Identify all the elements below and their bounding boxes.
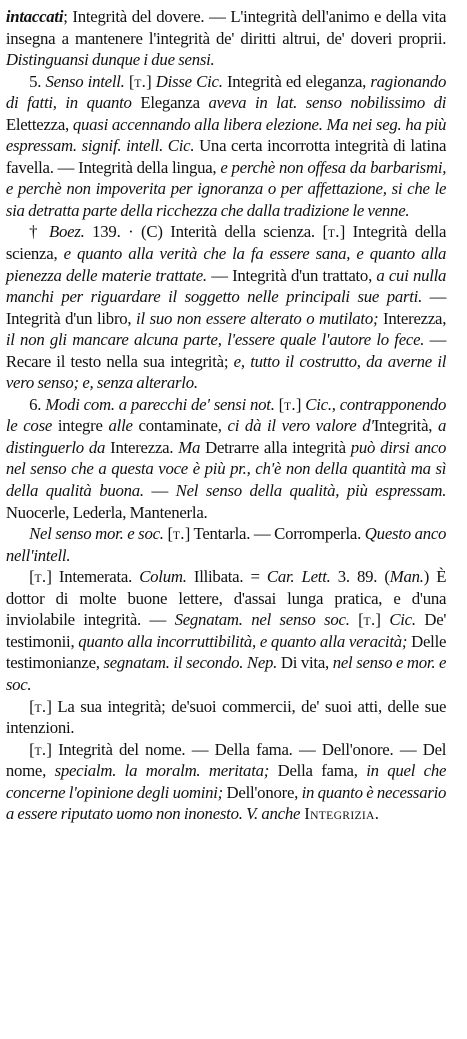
text-run: nel senso e mor. e soc.	[5, 653, 447, 694]
text-run: t.	[327, 222, 340, 242]
text-run: Man.	[389, 567, 424, 587]
text-run: ] La sua integrità; de'suoi commercii, de' suoi atti, delle sue intenzioni.	[5, 696, 447, 738]
text-run: ]	[146, 71, 156, 91]
entry-paragraph	[6, 6, 446, 71]
text-run: t.	[34, 696, 47, 716]
entry-paragraph	[6, 696, 446, 739]
text-run: ; Integrità del dovere. — L'integrità dell'animo e della vita insegna a mantenere l'integrità de' diritti altrui, de' doveri proprii.	[5, 7, 447, 48]
text-run: Illibata. =	[186, 567, 267, 587]
text-run: Ma	[178, 437, 201, 457]
text-run: [	[29, 696, 35, 716]
text-run: ]	[295, 394, 306, 414]
text-run: Elettezza,	[5, 114, 73, 134]
text-run: t.	[34, 739, 47, 759]
text-run: e perchè non offesa da barbarismi, e perchè non impoverita per ignoranza o per affettazione, si che le sia detratta parte della ricchezza che dalla tradizione le venne.	[5, 157, 447, 220]
text-run: Disse Cic.	[155, 71, 223, 91]
text-run: — Recare il testo nella sua integrità;	[5, 330, 447, 371]
text-run: Distinguansi dunque i due sensi.	[5, 50, 215, 70]
text-run: Interezza,	[378, 308, 447, 328]
text-run: ]	[375, 610, 390, 630]
entry-paragraph	[6, 523, 446, 566]
text-run: contaminate,	[132, 416, 228, 436]
text-run: ] Intemerata.	[46, 567, 140, 587]
text-run: De' testimonii,	[5, 610, 447, 651]
text-run: quasi accennando alla libera elezione. Ma nei seg. ha più espressam. signif. intell. Cic.	[5, 114, 447, 156]
text-run: e, tutto il costrutto, da averne il vero senso; e, senza alterarlo.	[5, 351, 447, 393]
text-run: Nel senso mor. e soc.	[29, 524, 164, 544]
text-run: 5.	[29, 71, 46, 91]
text-run: [	[29, 739, 35, 759]
text-run: — Integrità d'un libro,	[5, 287, 447, 328]
text-run: 3. 89. (	[330, 567, 390, 587]
text-run: 139. · (C) Interità della scienza. [	[84, 222, 328, 242]
text-run: specialm. la moralm. meritata;	[54, 761, 270, 781]
text-run: segnatam. il secondo. Nep.	[103, 653, 278, 673]
text-run: ] Integrità della scienza,	[5, 222, 447, 264]
text-run: integre	[52, 416, 109, 436]
text-run: Dell'onore,	[223, 782, 302, 802]
text-run: [	[349, 610, 364, 630]
text-run: [	[124, 71, 135, 91]
text-run: t.	[363, 610, 376, 630]
text-run: Modi com. a parecchi de' sensi not.	[45, 394, 275, 414]
entry-paragraph	[6, 71, 446, 222]
text-run: Delle testimonianze,	[5, 631, 447, 673]
text-run: ci dà il vero valore d'	[227, 416, 374, 436]
text-run: t.	[34, 567, 47, 587]
text-run: Detrarre alla integrità	[200, 437, 351, 457]
text-run: può dirsi anco nel senso che a questa voce è più pr., ch'è non della quantità ma sì della qualità buona.	[5, 437, 447, 501]
text-run: [	[29, 567, 35, 587]
text-run: aveva in lat. senso nobilissimo di	[208, 93, 447, 113]
text-run: ragionando di fatti, in quanto	[5, 71, 447, 113]
text-run: Integrità,	[373, 416, 439, 436]
text-run: Integrità ed eleganza,	[222, 71, 371, 91]
text-run: Nel senso della qualità, più espressam.	[175, 481, 447, 501]
text-run: Cic.	[389, 610, 416, 630]
text-run: t.	[172, 524, 185, 544]
text-run: Car. Lett.	[266, 567, 331, 587]
entry-paragraph	[6, 739, 446, 825]
text-run: 6.	[29, 394, 46, 414]
text-run: —	[143, 481, 176, 501]
text-run: [	[163, 524, 173, 544]
text-run: in quanto è necessario a essere riputato uomo non inonesto. V. anche	[5, 782, 447, 824]
text-run: Nuocerle, Lederla, Mantenerla.	[5, 502, 208, 522]
text-run: ] Integrità del nome. — Della fama. — Dell'onore. — Del nome,	[5, 739, 447, 781]
text-run: [	[274, 394, 285, 414]
text-run: Interezza.	[105, 437, 179, 457]
text-run: ] Tentarla. — Corromperla.	[184, 524, 365, 544]
text-run: — Integrità d'un trattato,	[206, 265, 377, 285]
text-run: Questo anco nell'intell.	[5, 524, 447, 565]
text-run: †	[29, 222, 49, 242]
text-run: Senso intell.	[45, 71, 125, 91]
entry-paragraph	[6, 394, 446, 523]
entry-paragraph	[6, 221, 446, 393]
text-run: il suo non essere alterato o mutilato;	[136, 308, 379, 328]
text-run: quanto alla incorruttibilità, e quanto alla veracità;	[78, 631, 408, 651]
text-run: ) È dottor di molte buone lettere, d'assai lunga pratica, e d'una inviolabile integrità. —	[5, 567, 447, 630]
text-run: Di vita,	[277, 653, 333, 673]
text-run: il non gli mancare alcuna parte, l'essere quale l'autore lo fece.	[5, 330, 425, 350]
text-run: Cic., contrapponendo le cose	[5, 394, 447, 436]
text-run: Della fama,	[269, 761, 367, 781]
text-run: in quel che concerne l'opinione degli uomini;	[5, 761, 447, 802]
text-run: Una certa incorrotta integrità di latina favella. — Integrità della lingua,	[5, 136, 447, 177]
text-run: a distinguerlo da	[5, 416, 447, 457]
text-run: t.	[134, 71, 147, 91]
text-run: e quanto alla verità che la fa essere sana, e quanto alla pienezza delle materie trattate.	[5, 244, 447, 285]
text-run: alle	[108, 416, 133, 436]
text-run: a cui nulla manchi per riguardare il soggetto nelle principali sue parti.	[5, 265, 447, 307]
text-run: t.	[284, 394, 296, 414]
text-run: Integrizia.	[300, 804, 380, 824]
entry-paragraph	[6, 566, 446, 695]
text-run: Segnatam. nel senso soc.	[174, 610, 350, 630]
text-run: intaccati	[5, 7, 64, 26]
text-run: Colum.	[139, 567, 187, 587]
text-run: Eleganza	[131, 93, 209, 113]
text-run: Boez.	[48, 222, 85, 242]
